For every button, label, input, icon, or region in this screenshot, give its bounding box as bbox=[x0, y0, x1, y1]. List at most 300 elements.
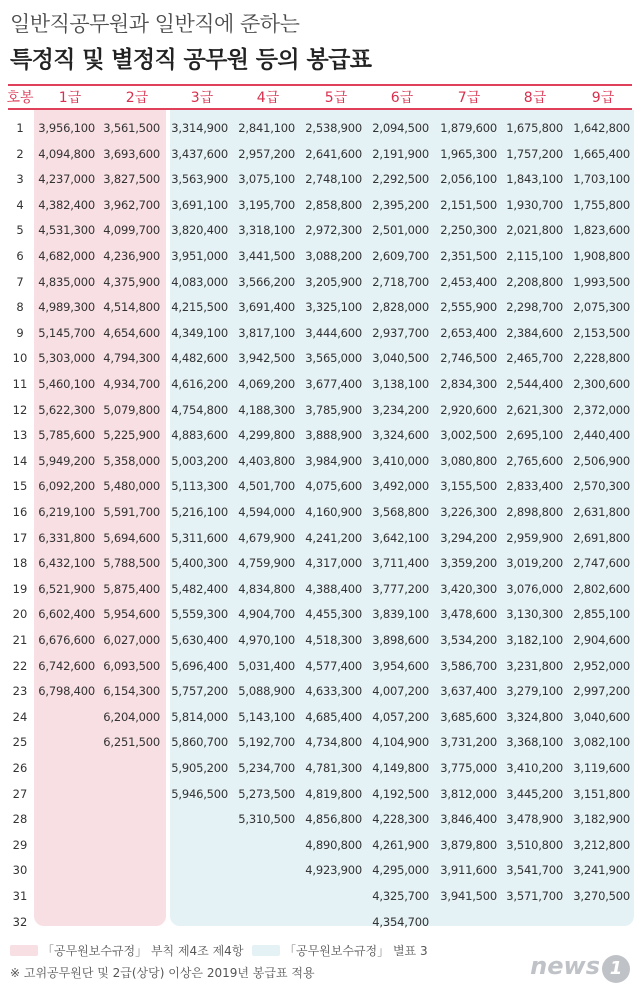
row-step-number: 2 bbox=[16, 146, 24, 161]
salary-cell: 3,956,100 bbox=[38, 121, 95, 135]
salary-cell: 2,957,200 bbox=[238, 146, 295, 161]
salary-cell: 5,113,300 bbox=[171, 479, 228, 494]
column-header: 8급 bbox=[523, 90, 547, 106]
salary-cell: 3,642,100 bbox=[372, 530, 429, 545]
salary-cell: 2,997,200 bbox=[573, 684, 630, 699]
row-step-number: 4 bbox=[16, 197, 24, 212]
salary-cell: 5,785,600 bbox=[38, 428, 95, 443]
legend-blue-label: 「공무원보수규정」 별표 3 bbox=[284, 944, 428, 958]
salary-cell: 4,317,000 bbox=[305, 556, 362, 571]
salary-cell: 2,748,100 bbox=[305, 172, 362, 187]
salary-cell: 4,679,900 bbox=[238, 530, 295, 545]
salary-cell: 4,354,700 bbox=[372, 914, 429, 929]
salary-cell: 4,455,300 bbox=[305, 607, 362, 622]
column-header: 4급 bbox=[256, 90, 280, 106]
salary-cell: 5,694,600 bbox=[103, 530, 160, 545]
salary-cell: 5,814,000 bbox=[171, 709, 228, 724]
salary-cell: 3,205,900 bbox=[305, 274, 362, 289]
salary-cell: 3,898,600 bbox=[372, 633, 429, 647]
salary-cell: 6,676,600 bbox=[38, 633, 95, 647]
salary-cell: 2,372,000 bbox=[573, 402, 630, 417]
salary-cell: 5,949,200 bbox=[38, 453, 95, 468]
salary-cell: 3,441,500 bbox=[238, 249, 295, 263]
salary-cell: 6,251,500 bbox=[103, 735, 160, 750]
salary-cell: 3,962,700 bbox=[103, 197, 160, 212]
salary-cell: 2,056,100 bbox=[440, 172, 497, 187]
salary-cell: 3,082,100 bbox=[573, 735, 630, 750]
salary-cell: 2,300,600 bbox=[573, 377, 630, 391]
salary-cell: 4,835,000 bbox=[38, 274, 95, 289]
salary-cell: 4,104,900 bbox=[372, 735, 429, 750]
salary-cell: 5,788,500 bbox=[103, 556, 160, 571]
salary-cell: 5,622,300 bbox=[38, 402, 95, 417]
salary-cell: 4,228,300 bbox=[372, 812, 429, 827]
row-step-number: 12 bbox=[12, 402, 28, 417]
salary-cell: 2,858,800 bbox=[305, 197, 362, 212]
salary-cell: 3,711,400 bbox=[372, 556, 429, 571]
salary-cell: 4,934,700 bbox=[103, 377, 160, 391]
salary-cell: 5,480,000 bbox=[103, 479, 160, 494]
salary-cell: 4,754,800 bbox=[171, 402, 228, 417]
salary-cell: 3,234,200 bbox=[372, 402, 429, 417]
salary-cell: 1,755,800 bbox=[573, 197, 630, 212]
salary-cell: 3,693,600 bbox=[103, 146, 160, 161]
salary-cell: 3,951,000 bbox=[171, 249, 228, 263]
salary-cell: 5,757,200 bbox=[171, 684, 228, 699]
salary-cell: 5,003,200 bbox=[171, 453, 228, 468]
salary-cell: 4,685,400 bbox=[305, 709, 362, 724]
salary-cell: 2,555,900 bbox=[440, 300, 497, 315]
salary-cell: 2,440,400 bbox=[573, 428, 630, 443]
salary-cell: 4,325,700 bbox=[372, 889, 429, 903]
salary-cell: 5,216,100 bbox=[171, 505, 228, 519]
salary-cell: 3,817,100 bbox=[238, 325, 295, 340]
salary-cell: 3,888,900 bbox=[305, 428, 362, 443]
salary-cell: 3,565,000 bbox=[305, 351, 362, 366]
logo-text: news bbox=[530, 952, 600, 980]
salary-cell: 4,501,700 bbox=[238, 479, 295, 494]
salary-cell: 4,241,200 bbox=[305, 530, 362, 545]
salary-cell: 3,879,800 bbox=[440, 837, 497, 852]
salary-cell: 2,094,500 bbox=[372, 121, 429, 135]
salary-cell: 6,602,400 bbox=[38, 607, 95, 622]
salary-cell: 3,571,700 bbox=[506, 889, 563, 903]
salary-cell: 2,465,700 bbox=[506, 351, 563, 366]
salary-cell: 3,212,800 bbox=[573, 837, 630, 852]
logo-badge: 1 bbox=[602, 955, 630, 983]
salary-cell: 4,057,200 bbox=[372, 709, 429, 724]
salary-cell: 3,119,600 bbox=[573, 761, 630, 775]
salary-cell: 3,444,600 bbox=[305, 325, 362, 340]
salary-cell: 1,879,600 bbox=[440, 121, 497, 135]
blue-swatch bbox=[252, 945, 280, 956]
salary-cell: 2,298,700 bbox=[506, 300, 563, 315]
salary-cell: 5,875,400 bbox=[103, 581, 160, 596]
salary-cell: 5,225,900 bbox=[103, 428, 160, 443]
salary-cell: 6,798,400 bbox=[38, 684, 95, 699]
salary-cell: 4,794,300 bbox=[103, 351, 160, 366]
salary-cell: 2,898,800 bbox=[506, 505, 563, 519]
row-step-number: 27 bbox=[12, 786, 28, 801]
salary-cell: 2,570,300 bbox=[573, 479, 630, 494]
salary-cell: 4,531,300 bbox=[38, 223, 95, 238]
salary-cell: 5,234,700 bbox=[238, 761, 295, 775]
salary-cell: 4,594,000 bbox=[238, 505, 295, 519]
salary-cell: 3,420,300 bbox=[440, 581, 497, 596]
salary-cell: 2,920,600 bbox=[440, 402, 497, 417]
salary-cell: 3,785,900 bbox=[305, 402, 362, 417]
salary-cell: 4,382,400 bbox=[38, 197, 95, 212]
salary-cell: 4,094,800 bbox=[38, 146, 95, 161]
salary-cell: 3,492,000 bbox=[372, 479, 429, 494]
salary-cell: 2,395,200 bbox=[372, 197, 429, 212]
salary-cell: 2,695,100 bbox=[506, 428, 563, 443]
salary-cell: 2,834,300 bbox=[440, 377, 497, 391]
salary-cell: 3,080,800 bbox=[440, 453, 497, 468]
salary-cell: 4,069,200 bbox=[238, 377, 295, 391]
salary-cell: 3,318,100 bbox=[238, 223, 295, 238]
salary-cell: 6,432,100 bbox=[38, 556, 95, 571]
salary-cell: 2,653,400 bbox=[440, 325, 497, 340]
salary-cell: 4,236,900 bbox=[103, 249, 160, 263]
salary-cell: 3,076,000 bbox=[506, 581, 563, 596]
salary-cell: 1,823,600 bbox=[573, 223, 630, 238]
salary-cell: 5,591,700 bbox=[103, 505, 160, 519]
salary-cell: 1,665,400 bbox=[573, 146, 630, 161]
salary-cell: 2,691,800 bbox=[573, 530, 630, 545]
salary-cell: 4,349,100 bbox=[171, 325, 228, 340]
salary-cell: 3,270,500 bbox=[573, 889, 630, 903]
salary-cell: 1,675,800 bbox=[506, 121, 563, 135]
salary-cell: 2,151,500 bbox=[440, 197, 497, 212]
salary-cell: 2,904,600 bbox=[573, 633, 630, 647]
salary-cell: 3,040,500 bbox=[372, 351, 429, 366]
salary-cell: 2,621,300 bbox=[506, 402, 563, 417]
salary-cell: 5,946,500 bbox=[171, 786, 228, 801]
salary-cell: 3,226,300 bbox=[440, 505, 497, 519]
salary-cell: 3,812,000 bbox=[440, 786, 497, 801]
salary-cell: 1,703,100 bbox=[573, 172, 630, 187]
footnote: ※ 고위공무원단 및 2급(상당) 이상은 2019년 봉급표 적용 bbox=[10, 966, 315, 980]
salary-cell: 4,970,100 bbox=[238, 633, 295, 647]
salary-cell: 2,191,900 bbox=[372, 146, 429, 161]
salary-cell: 3,040,600 bbox=[573, 709, 630, 724]
salary-cell: 4,834,800 bbox=[238, 581, 295, 596]
row-step-number: 13 bbox=[12, 428, 28, 443]
salary-cell: 4,160,900 bbox=[305, 505, 362, 519]
salary-cell: 2,952,000 bbox=[573, 658, 630, 673]
salary-cell: 3,954,600 bbox=[372, 658, 429, 673]
column-header: 1급 bbox=[58, 90, 82, 106]
row-step-number: 15 bbox=[12, 479, 28, 494]
pink-swatch bbox=[10, 945, 38, 956]
salary-cell: 4,403,800 bbox=[238, 453, 295, 468]
salary-cell: 4,518,300 bbox=[305, 633, 362, 647]
salary-cell: 3,324,600 bbox=[372, 428, 429, 443]
salary-cell: 2,208,800 bbox=[506, 274, 563, 289]
salary-cell: 4,734,800 bbox=[305, 735, 362, 750]
salary-cell: 3,138,100 bbox=[372, 377, 429, 391]
salary-cell: 1,908,800 bbox=[573, 249, 630, 263]
salary-cell: 3,534,200 bbox=[440, 633, 497, 647]
row-step-number: 28 bbox=[12, 812, 28, 827]
salary-cell: 3,510,800 bbox=[506, 837, 563, 852]
salary-cell: 4,989,300 bbox=[38, 300, 95, 315]
salary-cell: 1,642,800 bbox=[573, 121, 630, 135]
salary-cell: 5,482,400 bbox=[171, 581, 228, 596]
header-top-line bbox=[8, 84, 632, 86]
salary-cell: 4,388,400 bbox=[305, 581, 362, 596]
salary-cell: 4,237,000 bbox=[38, 172, 95, 187]
salary-cell: 3,231,800 bbox=[506, 658, 563, 673]
salary-cell: 4,923,900 bbox=[305, 863, 362, 878]
salary-cell: 5,696,400 bbox=[171, 658, 228, 673]
salary-cell: 2,228,800 bbox=[573, 351, 630, 366]
news1-logo bbox=[530, 952, 630, 983]
salary-cell: 3,359,200 bbox=[440, 556, 497, 571]
salary-cell: 6,154,300 bbox=[103, 684, 160, 699]
salary-cell: 4,099,700 bbox=[103, 223, 160, 238]
row-step-number: 25 bbox=[12, 735, 28, 750]
salary-cell: 4,904,700 bbox=[238, 607, 295, 622]
salary-cell: 3,325,100 bbox=[305, 300, 362, 315]
row-step-number: 23 bbox=[12, 684, 28, 699]
salary-cell: 3,155,500 bbox=[440, 479, 497, 494]
salary-cell: 3,775,000 bbox=[440, 761, 497, 775]
salary-cell: 3,691,400 bbox=[238, 300, 295, 315]
salary-cell: 4,295,000 bbox=[372, 863, 429, 878]
salary-cell: 3,478,600 bbox=[440, 607, 497, 622]
salary-cell: 2,351,500 bbox=[440, 249, 497, 263]
row-step-number: 1 bbox=[16, 121, 24, 135]
salary-cell: 2,828,000 bbox=[372, 300, 429, 315]
salary-cell: 4,654,600 bbox=[103, 325, 160, 340]
row-step-number: 11 bbox=[12, 377, 28, 391]
column-header: 6급 bbox=[390, 90, 414, 106]
salary-cell: 3,437,600 bbox=[171, 146, 228, 161]
salary-cell: 3,942,500 bbox=[238, 351, 295, 366]
salary-cell: 2,250,300 bbox=[440, 223, 497, 238]
row-step-number: 9 bbox=[16, 325, 24, 340]
salary-cell: 5,192,700 bbox=[238, 735, 295, 750]
salary-cell: 5,273,500 bbox=[238, 786, 295, 801]
salary-cell: 3,637,400 bbox=[440, 684, 497, 699]
row-step-number: 7 bbox=[16, 274, 24, 289]
row-step-number: 6 bbox=[16, 249, 24, 263]
column-header: 5급 bbox=[324, 90, 348, 106]
salary-cell: 2,959,900 bbox=[506, 530, 563, 545]
column-header: 2급 bbox=[125, 90, 149, 106]
salary-cell: 2,747,600 bbox=[573, 556, 630, 571]
salary-cell: 4,075,600 bbox=[305, 479, 362, 494]
salary-cell: 2,631,800 bbox=[573, 505, 630, 519]
column-header: 3급 bbox=[190, 90, 214, 106]
salary-cell: 4,375,900 bbox=[103, 274, 160, 289]
row-step-number: 3 bbox=[16, 172, 24, 187]
salary-cell: 6,093,500 bbox=[103, 658, 160, 673]
salary-cell: 4,188,300 bbox=[238, 402, 295, 417]
salary-cell: 6,521,900 bbox=[38, 581, 95, 596]
salary-cell: 3,130,300 bbox=[506, 607, 563, 622]
salary-cell: 5,358,000 bbox=[103, 453, 160, 468]
salary-cell: 3,410,200 bbox=[506, 761, 563, 775]
salary-cell: 2,937,700 bbox=[372, 325, 429, 340]
salary-cell: 2,501,000 bbox=[372, 223, 429, 238]
salary-cell: 2,153,500 bbox=[573, 325, 630, 340]
salary-cell: 4,616,200 bbox=[171, 377, 228, 391]
salary-cell: 3,777,200 bbox=[372, 581, 429, 596]
salary-cell: 5,311,600 bbox=[171, 530, 228, 545]
salary-cell: 4,819,800 bbox=[305, 786, 362, 801]
salary-cell: 6,742,600 bbox=[38, 658, 95, 673]
salary-cell: 3,478,900 bbox=[506, 812, 563, 827]
salary-cell: 2,075,300 bbox=[573, 300, 630, 315]
row-step-number: 18 bbox=[12, 556, 28, 571]
salary-cell: 3,685,600 bbox=[440, 709, 497, 724]
salary-cell: 3,241,900 bbox=[573, 863, 630, 878]
salary-cell: 3,563,900 bbox=[171, 172, 228, 187]
salary-cell: 2,841,100 bbox=[238, 121, 295, 135]
row-step-number: 21 bbox=[12, 633, 28, 647]
salary-cell: 3,827,500 bbox=[103, 172, 160, 187]
salary-cell: 6,204,000 bbox=[103, 709, 160, 724]
salary-cell: 5,460,100 bbox=[38, 377, 95, 391]
salary-cell: 6,331,800 bbox=[38, 530, 95, 545]
salary-cell: 5,630,400 bbox=[171, 633, 228, 647]
salary-cell: 2,855,100 bbox=[573, 607, 630, 622]
salary-cell: 3,541,700 bbox=[506, 863, 563, 878]
salary-cell: 5,860,700 bbox=[171, 735, 228, 750]
row-step-number: 31 bbox=[12, 889, 28, 903]
header-bottom-line bbox=[8, 108, 632, 110]
salary-cell: 2,833,400 bbox=[506, 479, 563, 494]
salary-cell: 3,075,100 bbox=[238, 172, 295, 187]
column-header: 호봉 bbox=[6, 90, 34, 106]
salary-cell: 3,445,200 bbox=[506, 786, 563, 801]
salary-cell: 3,731,200 bbox=[440, 735, 497, 750]
salary-cell: 3,088,200 bbox=[305, 249, 362, 263]
salary-cell: 3,279,100 bbox=[506, 684, 563, 699]
salary-cell: 2,453,400 bbox=[440, 274, 497, 289]
row-step-number: 19 bbox=[12, 581, 28, 596]
salary-cell: 4,215,500 bbox=[171, 300, 228, 315]
salary-cell: 4,083,000 bbox=[171, 274, 228, 289]
salary-cell: 3,195,700 bbox=[238, 197, 295, 212]
salary-cell: 5,079,800 bbox=[103, 402, 160, 417]
salary-cell: 2,972,300 bbox=[305, 223, 362, 238]
salary-cell: 5,954,600 bbox=[103, 607, 160, 622]
salary-cell: 4,514,800 bbox=[103, 300, 160, 315]
salary-cell: 3,002,500 bbox=[440, 428, 497, 443]
salary-cell: 4,856,800 bbox=[305, 812, 362, 827]
row-step-number: 24 bbox=[12, 709, 28, 724]
salary-cell: 5,559,300 bbox=[171, 607, 228, 622]
salary-cell: 3,566,200 bbox=[238, 274, 295, 289]
salary-cell: 5,088,900 bbox=[238, 684, 295, 699]
salary-cell: 3,368,100 bbox=[506, 735, 563, 750]
salary-cell: 3,182,900 bbox=[573, 812, 630, 827]
salary-cell: 4,682,000 bbox=[38, 249, 95, 263]
salary-cell: 5,031,400 bbox=[238, 658, 295, 673]
salary-cell: 3,019,200 bbox=[506, 556, 563, 571]
salary-cell: 5,310,500 bbox=[238, 812, 295, 827]
salary-cell: 4,192,500 bbox=[372, 786, 429, 801]
salary-cell: 2,718,700 bbox=[372, 274, 429, 289]
column-header: 7급 bbox=[457, 90, 481, 106]
salary-cell: 6,027,000 bbox=[103, 633, 160, 647]
row-step-number: 26 bbox=[12, 761, 28, 775]
salary-cell: 6,092,200 bbox=[38, 479, 95, 494]
salary-cell: 1,993,500 bbox=[573, 274, 630, 289]
salary-cell: 3,586,700 bbox=[440, 658, 497, 673]
salary-cell: 4,007,200 bbox=[372, 684, 429, 699]
salary-cell: 5,905,200 bbox=[171, 761, 228, 775]
salary-cell: 5,303,000 bbox=[38, 351, 95, 366]
row-step-number: 30 bbox=[12, 863, 28, 878]
row-step-number: 5 bbox=[16, 223, 24, 238]
salary-cell: 6,219,100 bbox=[38, 505, 95, 519]
salary-cell: 4,577,400 bbox=[305, 658, 362, 673]
salary-cell: 5,145,700 bbox=[38, 325, 95, 340]
salary-cell: 4,759,900 bbox=[238, 556, 295, 571]
salary-cell: 3,314,900 bbox=[171, 121, 228, 135]
salary-cell: 4,781,300 bbox=[305, 761, 362, 775]
salary-cell: 3,182,100 bbox=[506, 633, 563, 647]
salary-cell: 3,151,800 bbox=[573, 786, 630, 801]
row-step-number: 29 bbox=[12, 837, 28, 852]
salary-cell: 5,400,300 bbox=[171, 556, 228, 571]
salary-cell: 3,984,900 bbox=[305, 453, 362, 468]
salary-cell: 1,930,700 bbox=[506, 197, 563, 212]
salary-cell: 3,561,500 bbox=[103, 121, 160, 135]
salary-cell: 3,691,100 bbox=[171, 197, 228, 212]
salary-cell: 1,965,300 bbox=[440, 146, 497, 161]
salary-cell: 2,746,500 bbox=[440, 351, 497, 366]
salary-cell: 3,294,200 bbox=[440, 530, 497, 545]
salary-cell: 3,941,500 bbox=[440, 889, 497, 903]
salary-cell: 3,568,800 bbox=[372, 505, 429, 519]
salary-cell: 3,677,400 bbox=[305, 377, 362, 391]
row-step-number: 14 bbox=[12, 453, 28, 468]
salary-cell: 2,115,100 bbox=[506, 249, 563, 263]
row-step-number: 8 bbox=[16, 300, 24, 315]
salary-cell: 2,292,500 bbox=[372, 172, 429, 187]
row-step-number: 32 bbox=[12, 914, 28, 929]
salary-cell: 3,846,400 bbox=[440, 812, 497, 827]
salary-cell: 4,633,300 bbox=[305, 684, 362, 699]
salary-cell: 3,410,000 bbox=[372, 453, 429, 468]
legend-pink-label: 「공무원보수규정」 부칙 제4조 제4항 bbox=[42, 944, 244, 958]
row-step-number: 22 bbox=[12, 658, 28, 673]
salary-cell: 4,299,800 bbox=[238, 428, 295, 443]
salary-cell: 3,820,400 bbox=[171, 223, 228, 238]
column-header: 9급 bbox=[591, 90, 615, 106]
row-step-number: 10 bbox=[12, 351, 28, 366]
row-step-number: 16 bbox=[12, 505, 28, 519]
salary-cell: 2,765,600 bbox=[506, 453, 563, 468]
salary-cell: 1,843,100 bbox=[506, 172, 563, 187]
salary-cell: 2,641,600 bbox=[305, 146, 362, 161]
salary-cell: 1,757,200 bbox=[506, 146, 563, 161]
salary-cell: 4,261,900 bbox=[372, 837, 429, 852]
salary-cell: 5,143,100 bbox=[238, 709, 295, 724]
salary-cell: 2,384,600 bbox=[506, 325, 563, 340]
row-step-number: 17 bbox=[12, 530, 28, 545]
salary-cell: 4,482,600 bbox=[171, 351, 228, 366]
salary-cell: 3,324,800 bbox=[506, 709, 563, 724]
row-step-number: 20 bbox=[12, 607, 28, 622]
salary-cell: 3,911,600 bbox=[440, 863, 497, 878]
